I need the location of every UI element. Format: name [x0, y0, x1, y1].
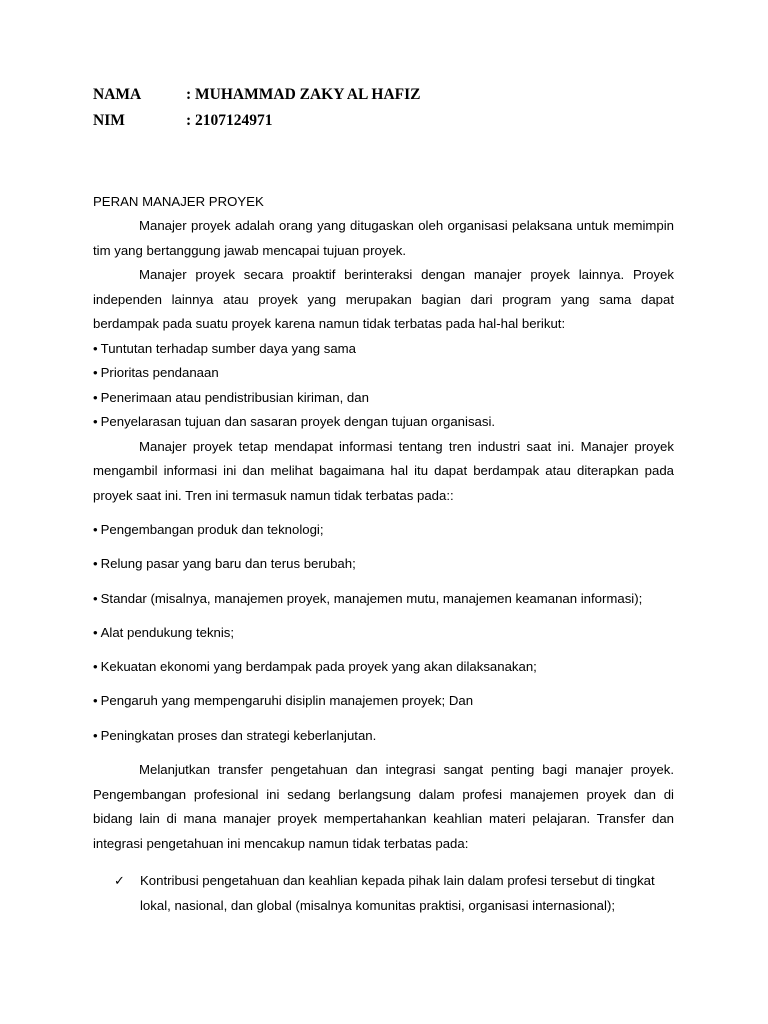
list-item-text: Prioritas pendanaan	[100, 365, 219, 380]
nim-row	[93, 112, 273, 130]
document-body	[93, 192, 674, 918]
section-title: PERAN MANAJER PROYEK	[93, 194, 264, 209]
paragraph-4: Melanjutkan transfer pengetahuan dan integrasi sangat penting bagi manajer proyek. Pengembangan profesional ini sedang berlangsung dalam profesi manajemen proyek dan di bidang lain di mana manajer proyek mempertahankan keahlian materi pelajaran. Transfer dan integrasi pengetahuan ini mencakup namun tidak terbatas pada:	[93, 762, 674, 851]
list-item	[93, 724, 674, 749]
bullet-icon: •	[93, 556, 98, 572]
bullet-icon: •	[93, 624, 98, 640]
list-item-text: Penyelarasan tujuan dan sasaran proyek dengan tujuan organisasi.	[100, 414, 496, 429]
bullet-list-priorities	[93, 337, 674, 435]
bullet-icon: •	[93, 414, 98, 429]
list-item	[93, 337, 674, 362]
list-item	[93, 518, 674, 543]
bullet-list-trends	[93, 518, 674, 748]
list-item-text: Penerimaan atau pendistribusian kiriman, dan	[100, 389, 369, 405]
name-label: NAMA	[93, 86, 142, 103]
bullet-icon: •	[93, 522, 98, 537]
bullet-icon: •	[93, 340, 98, 356]
paragraph-3: Manajer proyek tetap mendapat informasi tentang tren industri saat ini. Manajer proyek mengambil informasi ini dan melihat bagaimana hal itu dapat berdampak atau diterapkan pada proyek saat ini. Tren ini termasuk namun tidak terbatas pada::	[93, 438, 674, 503]
paragraph-1: Manajer proyek adalah orang yang ditugaskan oleh organisasi pelaksana untuk memimpin tim yang bertanggung jawab mencapai tujuan proyek.	[93, 218, 674, 258]
check-item-text: Kontribusi pengetahuan dan keahlian kepada pihak lain dalam profesi tersebut di tingkat lokal, nasional, dan global (misalnya komunitas praktisi, organisasi internasional);	[140, 873, 655, 914]
list-item-text: Relung pasar yang baru dan terus berubah;	[100, 556, 356, 572]
list-item	[93, 410, 674, 435]
list-item-text: Tuntutan terhadap sumber daya yang sama	[100, 340, 356, 356]
list-item	[93, 621, 674, 646]
list-item-text: Alat pendukung teknis;	[100, 624, 235, 640]
list-item-text: Kekuatan ekonomi yang berdampak pada proyek yang akan dilaksanakan;	[100, 659, 537, 675]
bullet-icon: •	[93, 365, 98, 380]
name-row	[93, 86, 421, 104]
list-item-text: Pengaruh yang mempengaruhi disiplin manajemen proyek; Dan	[100, 693, 474, 709]
list-item	[93, 689, 674, 714]
list-item-text: Standar (misalnya, manajemen proyek, manajemen mutu, manajemen keamanan informasi);	[100, 590, 643, 606]
list-item	[93, 552, 674, 577]
bullet-icon: •	[93, 727, 98, 743]
name-value: : MUHAMMAD ZAKY AL HAFIZ	[186, 86, 421, 103]
list-item	[93, 655, 674, 680]
bullet-icon: •	[93, 659, 98, 675]
bullet-icon: •	[93, 590, 98, 606]
nim-label: NIM	[93, 112, 125, 129]
paragraph-2: Manajer proyek secara proaktif berinteraksi dengan manajer proyek lainnya. Proyek independen lainnya atau proyek yang merupakan bagian dari program yang sama dapat berdampak pada suatu proyek karena namun tidak terbatas pada hal-hal berikut:	[93, 267, 674, 331]
bullet-icon: •	[93, 389, 98, 405]
list-item-text: Pengembangan produk dan teknologi;	[100, 522, 324, 537]
checkmark-icon: ✓	[114, 873, 126, 889]
check-list-item	[93, 868, 674, 918]
list-item-text: Peningkatan proses dan strategi keberlanjutan.	[100, 727, 377, 743]
list-item	[93, 361, 674, 386]
list-item	[93, 587, 674, 612]
list-item	[93, 386, 674, 411]
nim-value: : 2107124971	[186, 112, 273, 129]
bullet-icon: •	[93, 693, 98, 709]
